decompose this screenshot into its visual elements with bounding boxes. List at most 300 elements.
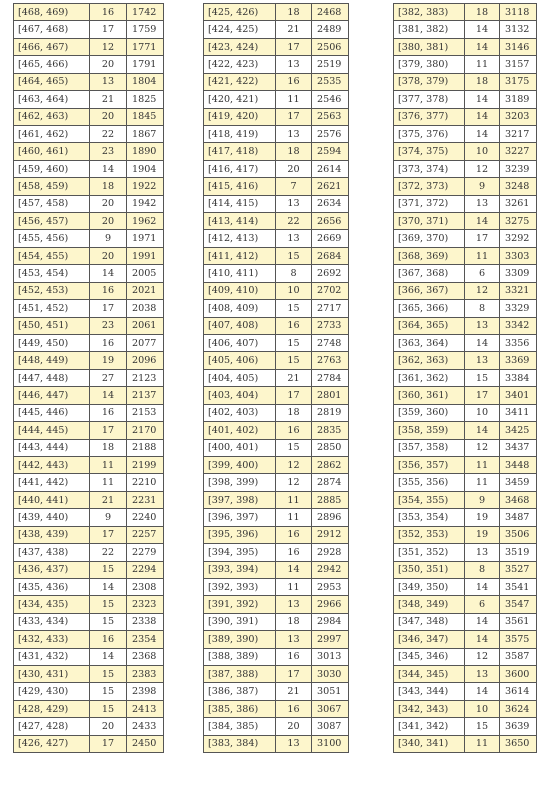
table-row	[14, 456, 164, 473]
table-row	[14, 387, 164, 404]
count-cell: 14	[465, 631, 500, 648]
count-cell: 6	[465, 596, 500, 613]
cumulative-cell: 3587	[500, 648, 537, 665]
count-cell: 14	[90, 387, 127, 404]
table-row	[204, 561, 349, 578]
count-cell: 27	[90, 369, 127, 386]
cumulative-cell: 2433	[127, 718, 164, 735]
cumulative-cell: 1771	[127, 38, 164, 55]
table-row	[394, 178, 537, 195]
count-cell: 20	[90, 195, 127, 212]
count-cell: 17	[276, 38, 312, 55]
interval-cell: [433, 434)	[14, 613, 90, 630]
count-cell: 16	[276, 73, 312, 90]
table-row	[14, 21, 164, 38]
count-cell: 13	[276, 195, 312, 212]
interval-cell: [403, 404)	[204, 387, 276, 404]
cumulative-cell: 2338	[127, 613, 164, 630]
table-row	[204, 491, 349, 508]
cumulative-cell: 2942	[312, 561, 349, 578]
count-cell: 17	[90, 21, 127, 38]
table-row	[394, 91, 537, 108]
count-cell: 16	[90, 404, 127, 421]
count-cell: 14	[465, 38, 500, 55]
table-row	[394, 195, 537, 212]
count-cell: 8	[465, 561, 500, 578]
interval-cell: [380, 381)	[394, 38, 465, 55]
table-row	[394, 160, 537, 177]
table-row	[14, 404, 164, 421]
table-row	[14, 718, 164, 735]
table-row	[14, 56, 164, 73]
cumulative-cell: 3239	[500, 160, 537, 177]
cumulative-cell: 1971	[127, 230, 164, 247]
count-cell: 15	[90, 700, 127, 717]
interval-cell: [399, 400)	[204, 456, 276, 473]
table-row	[14, 648, 164, 665]
interval-cell: [452, 453)	[14, 282, 90, 299]
table-row	[394, 456, 537, 473]
interval-cell: [382, 383)	[394, 4, 465, 21]
count-cell: 17	[276, 108, 312, 125]
count-cell: 12	[465, 648, 500, 665]
cumulative-cell: 3227	[500, 143, 537, 160]
interval-cell: [442, 443)	[14, 456, 90, 473]
interval-cell: [363, 364)	[394, 335, 465, 352]
cumulative-cell: 3275	[500, 213, 537, 230]
count-cell: 20	[90, 108, 127, 125]
cumulative-cell: 1904	[127, 160, 164, 177]
interval-cell: [439, 440)	[14, 509, 90, 526]
cumulative-cell: 2519	[312, 56, 349, 73]
interval-cell: [401, 402)	[204, 422, 276, 439]
table-row	[14, 544, 164, 561]
cumulative-cell: 2594	[312, 143, 349, 160]
cumulative-cell: 2489	[312, 21, 349, 38]
count-cell: 11	[90, 474, 127, 491]
interval-cell: [447, 448)	[14, 369, 90, 386]
count-cell: 21	[90, 91, 127, 108]
interval-cell: [395, 396)	[204, 526, 276, 543]
interval-cell: [435, 436)	[14, 578, 90, 595]
cumulative-cell: 2997	[312, 631, 349, 648]
cumulative-cell: 2885	[312, 491, 349, 508]
cumulative-cell: 1759	[127, 21, 164, 38]
table-row	[394, 700, 537, 717]
interval-cell: [377, 378)	[394, 91, 465, 108]
table-body	[394, 4, 537, 753]
count-cell: 13	[465, 195, 500, 212]
count-cell: 14	[465, 21, 500, 38]
count-cell: 16	[90, 631, 127, 648]
table-row	[204, 404, 349, 421]
count-cell: 22	[90, 544, 127, 561]
cumulative-cell: 3448	[500, 456, 537, 473]
count-cell: 16	[90, 4, 127, 21]
interval-cell: [351, 352)	[394, 544, 465, 561]
interval-cell: [355, 356)	[394, 474, 465, 491]
interval-cell: [448, 449)	[14, 352, 90, 369]
table-row	[204, 195, 349, 212]
interval-cell: [443, 444)	[14, 439, 90, 456]
table-row	[394, 247, 537, 264]
table-row	[14, 38, 164, 55]
interval-cell: [354, 355)	[394, 491, 465, 508]
table-row	[394, 422, 537, 439]
table-row	[394, 300, 537, 317]
count-cell: 15	[90, 596, 127, 613]
cumulative-cell: 2801	[312, 387, 349, 404]
table-row	[394, 735, 537, 752]
table-row	[204, 247, 349, 264]
table-row	[204, 352, 349, 369]
cumulative-cell: 1791	[127, 56, 164, 73]
cumulative-cell: 3624	[500, 700, 537, 717]
interval-cell: [427, 428)	[14, 718, 90, 735]
cumulative-cell: 2874	[312, 474, 349, 491]
count-cell: 14	[465, 125, 500, 142]
interval-cell: [457, 458)	[14, 195, 90, 212]
count-cell: 23	[90, 317, 127, 334]
cumulative-cell: 2702	[312, 282, 349, 299]
count-cell: 20	[90, 247, 127, 264]
interval-cell: [356, 357)	[394, 456, 465, 473]
interval-cell: [465, 466)	[14, 56, 90, 73]
count-cell: 16	[276, 317, 312, 334]
table-row	[14, 265, 164, 282]
cumulative-cell: 3356	[500, 335, 537, 352]
cumulative-cell: 3303	[500, 247, 537, 264]
count-cell: 14	[465, 683, 500, 700]
table-row	[394, 544, 537, 561]
cumulative-cell: 2170	[127, 422, 164, 439]
count-cell: 22	[90, 125, 127, 142]
table-row	[394, 21, 537, 38]
cumulative-cell: 3541	[500, 578, 537, 595]
cumulative-cell: 2748	[312, 335, 349, 352]
count-cell: 14	[90, 648, 127, 665]
cumulative-cell: 2323	[127, 596, 164, 613]
count-cell: 20	[276, 718, 312, 735]
interval-cell: [348, 349)	[394, 596, 465, 613]
count-cell: 14	[465, 91, 500, 108]
cumulative-cell: 2199	[127, 456, 164, 473]
table-row	[204, 369, 349, 386]
count-cell: 9	[465, 491, 500, 508]
count-cell: 18	[276, 4, 312, 21]
interval-cell: [428, 429)	[14, 700, 90, 717]
cumulative-cell: 2563	[312, 108, 349, 125]
count-cell: 15	[90, 666, 127, 683]
cumulative-cell: 3189	[500, 91, 537, 108]
interval-cell: [430, 431)	[14, 666, 90, 683]
count-cell: 14	[90, 578, 127, 595]
table-row	[14, 683, 164, 700]
interval-cell: [416, 417)	[204, 160, 276, 177]
table-row	[204, 631, 349, 648]
interval-cell: [349, 350)	[394, 578, 465, 595]
count-cell: 21	[276, 21, 312, 38]
cumulative-cell: 3506	[500, 526, 537, 543]
cumulative-cell: 2862	[312, 456, 349, 473]
interval-cell: [445, 446)	[14, 404, 90, 421]
interval-cell: [414, 415)	[204, 195, 276, 212]
cumulative-cell: 2614	[312, 160, 349, 177]
interval-cell: [379, 380)	[394, 56, 465, 73]
interval-cell: [450, 451)	[14, 317, 90, 334]
count-cell: 11	[465, 474, 500, 491]
interval-cell: [376, 377)	[394, 108, 465, 125]
cumulative-cell: 3614	[500, 683, 537, 700]
count-cell: 20	[90, 213, 127, 230]
interval-cell: [374, 375)	[394, 143, 465, 160]
count-cell: 13	[465, 544, 500, 561]
interval-cell: [393, 394)	[204, 561, 276, 578]
cumulative-cell: 3292	[500, 230, 537, 247]
interval-cell: [384, 385)	[204, 718, 276, 735]
table-row	[204, 683, 349, 700]
count-cell: 15	[90, 613, 127, 630]
frequency-table-2	[203, 3, 349, 753]
cumulative-cell: 3321	[500, 282, 537, 299]
cumulative-cell: 2308	[127, 578, 164, 595]
count-cell: 15	[465, 369, 500, 386]
interval-cell: [467, 468)	[14, 21, 90, 38]
table-row	[204, 578, 349, 595]
count-cell: 21	[90, 491, 127, 508]
count-cell: 11	[465, 56, 500, 73]
count-cell: 10	[276, 282, 312, 299]
count-cell: 18	[276, 143, 312, 160]
cumulative-cell: 3401	[500, 387, 537, 404]
cumulative-cell: 2850	[312, 439, 349, 456]
cumulative-cell: 3051	[312, 683, 349, 700]
table-row	[394, 404, 537, 421]
count-cell: 18	[90, 178, 127, 195]
count-cell: 17	[465, 387, 500, 404]
count-cell: 11	[465, 247, 500, 264]
table-row	[204, 56, 349, 73]
interval-cell: [466, 467)	[14, 38, 90, 55]
table-row	[394, 666, 537, 683]
count-cell: 11	[276, 91, 312, 108]
count-cell: 13	[90, 73, 127, 90]
cumulative-cell: 2005	[127, 265, 164, 282]
count-cell: 13	[276, 735, 312, 752]
interval-cell: [436, 437)	[14, 561, 90, 578]
cumulative-cell: 1867	[127, 125, 164, 142]
count-cell: 18	[465, 4, 500, 21]
count-cell: 19	[465, 509, 500, 526]
count-cell: 19	[90, 352, 127, 369]
interval-cell: [429, 430)	[14, 683, 90, 700]
cumulative-cell: 2294	[127, 561, 164, 578]
table-row	[204, 526, 349, 543]
table-row	[204, 666, 349, 683]
count-cell: 15	[276, 247, 312, 264]
interval-cell: [391, 392)	[204, 596, 276, 613]
interval-cell: [373, 374)	[394, 160, 465, 177]
table-row	[14, 91, 164, 108]
cumulative-cell: 2231	[127, 491, 164, 508]
count-cell: 14	[465, 613, 500, 630]
count-cell: 14	[276, 561, 312, 578]
interval-cell: [431, 432)	[14, 648, 90, 665]
table-row	[394, 230, 537, 247]
count-cell: 12	[465, 160, 500, 177]
cumulative-cell: 2733	[312, 317, 349, 334]
interval-cell: [386, 387)	[204, 683, 276, 700]
count-cell: 8	[276, 265, 312, 282]
table-row	[14, 491, 164, 508]
table-row	[14, 561, 164, 578]
interval-cell: [406, 407)	[204, 335, 276, 352]
table-row	[14, 125, 164, 142]
interval-cell: [420, 421)	[204, 91, 276, 108]
cumulative-cell: 3157	[500, 56, 537, 73]
count-cell: 14	[90, 265, 127, 282]
count-cell: 16	[276, 648, 312, 665]
count-cell: 10	[465, 404, 500, 421]
table-row	[204, 544, 349, 561]
interval-cell: [352, 353)	[394, 526, 465, 543]
interval-cell: [394, 395)	[204, 544, 276, 561]
interval-cell: [353, 354)	[394, 509, 465, 526]
interval-cell: [415, 416)	[204, 178, 276, 195]
cumulative-cell: 3309	[500, 265, 537, 282]
table-row	[14, 335, 164, 352]
table-row	[204, 265, 349, 282]
count-cell: 10	[465, 143, 500, 160]
count-cell: 14	[465, 108, 500, 125]
cumulative-cell: 3329	[500, 300, 537, 317]
interval-cell: [417, 418)	[204, 143, 276, 160]
table-row	[14, 317, 164, 334]
cumulative-cell: 3132	[500, 21, 537, 38]
interval-cell: [437, 438)	[14, 544, 90, 561]
table-row	[204, 4, 349, 21]
cumulative-cell: 2966	[312, 596, 349, 613]
cumulative-cell: 2368	[127, 648, 164, 665]
interval-cell: [426, 427)	[14, 735, 90, 752]
cumulative-cell: 1845	[127, 108, 164, 125]
interval-cell: [357, 358)	[394, 439, 465, 456]
cumulative-cell: 2656	[312, 213, 349, 230]
table-row	[394, 491, 537, 508]
table-row	[14, 282, 164, 299]
count-cell: 21	[276, 369, 312, 386]
interval-cell: [468, 469)	[14, 4, 90, 21]
table-row	[204, 160, 349, 177]
count-cell: 12	[465, 439, 500, 456]
table-row	[394, 352, 537, 369]
cumulative-cell: 3203	[500, 108, 537, 125]
count-cell: 15	[276, 335, 312, 352]
count-cell: 7	[276, 178, 312, 195]
count-cell: 18	[465, 73, 500, 90]
interval-cell: [365, 366)	[394, 300, 465, 317]
interval-cell: [344, 345)	[394, 666, 465, 683]
interval-cell: [408, 409)	[204, 300, 276, 317]
count-cell: 11	[90, 456, 127, 473]
table-row	[14, 178, 164, 195]
table-row	[204, 596, 349, 613]
count-cell: 16	[90, 335, 127, 352]
interval-cell: [423, 424)	[204, 38, 276, 55]
table-row	[14, 474, 164, 491]
cumulative-cell: 2535	[312, 73, 349, 90]
interval-cell: [346, 347)	[394, 631, 465, 648]
interval-cell: [340, 341)	[394, 735, 465, 752]
cumulative-cell: 2984	[312, 613, 349, 630]
table-row	[394, 38, 537, 55]
cumulative-cell: 3639	[500, 718, 537, 735]
cumulative-cell: 3425	[500, 422, 537, 439]
count-cell: 20	[90, 718, 127, 735]
cumulative-cell: 2953	[312, 578, 349, 595]
cumulative-cell: 3575	[500, 631, 537, 648]
cumulative-cell: 2096	[127, 352, 164, 369]
frequency-table-3	[393, 3, 537, 753]
table-row	[204, 300, 349, 317]
interval-cell: [385, 386)	[204, 700, 276, 717]
table-row	[204, 213, 349, 230]
table-row	[394, 143, 537, 160]
cumulative-cell: 2279	[127, 544, 164, 561]
cumulative-cell: 2763	[312, 352, 349, 369]
table-row	[14, 108, 164, 125]
interval-cell: [441, 442)	[14, 474, 90, 491]
interval-cell: [397, 398)	[204, 491, 276, 508]
interval-cell: [389, 390)	[204, 631, 276, 648]
table-row	[204, 700, 349, 717]
table-row	[394, 369, 537, 386]
cumulative-cell: 2210	[127, 474, 164, 491]
count-cell: 23	[90, 143, 127, 160]
cumulative-cell: 3030	[312, 666, 349, 683]
interval-cell: [449, 450)	[14, 335, 90, 352]
interval-cell: [407, 408)	[204, 317, 276, 334]
interval-cell: [404, 405)	[204, 369, 276, 386]
interval-cell: [358, 359)	[394, 422, 465, 439]
count-cell: 11	[276, 509, 312, 526]
interval-cell: [370, 371)	[394, 213, 465, 230]
table-row	[204, 335, 349, 352]
cumulative-cell: 3342	[500, 317, 537, 334]
interval-cell: [464, 465)	[14, 73, 90, 90]
interval-cell: [367, 368)	[394, 265, 465, 282]
interval-cell: [424, 425)	[204, 21, 276, 38]
cumulative-cell: 2717	[312, 300, 349, 317]
count-cell: 9	[465, 178, 500, 195]
interval-cell: [343, 344)	[394, 683, 465, 700]
cumulative-cell: 3248	[500, 178, 537, 195]
interval-cell: [369, 370)	[394, 230, 465, 247]
interval-cell: [342, 343)	[394, 700, 465, 717]
count-cell: 13	[465, 666, 500, 683]
table-row	[204, 456, 349, 473]
interval-cell: [381, 382)	[394, 21, 465, 38]
interval-cell: [418, 419)	[204, 125, 276, 142]
table-row	[204, 230, 349, 247]
table-row	[14, 247, 164, 264]
interval-cell: [362, 363)	[394, 352, 465, 369]
interval-cell: [341, 342)	[394, 718, 465, 735]
count-cell: 13	[276, 631, 312, 648]
interval-cell: [458, 459)	[14, 178, 90, 195]
table-row	[204, 474, 349, 491]
count-cell: 17	[90, 422, 127, 439]
